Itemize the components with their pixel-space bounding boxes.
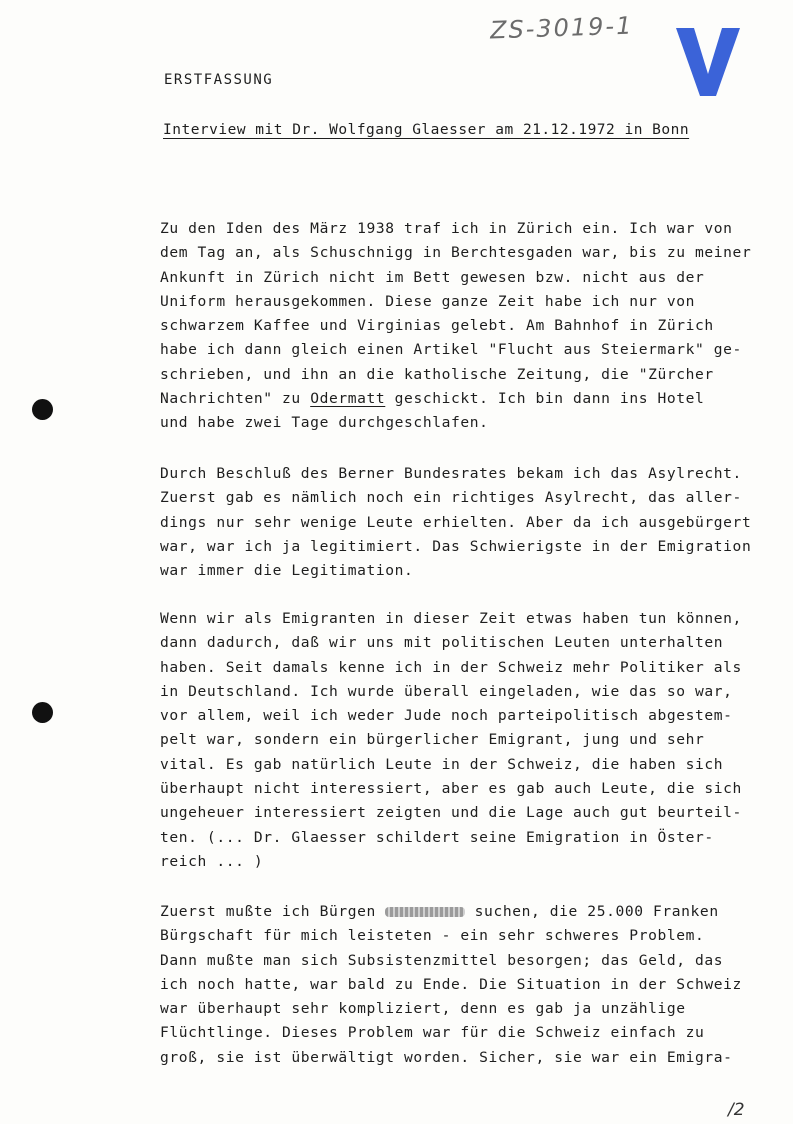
- text-line: Uniform herausgekommen. Diese ganze Zeit habe ich nur von: [160, 292, 696, 310]
- text-line: vital. Es gab natürlich Leute in der Schweiz, die haben sich: [160, 755, 724, 773]
- text-line: dings nur sehr wenige Leute erhielten. Aber da ich ausgebürgert: [160, 513, 752, 531]
- paragraph-1: [160, 217, 772, 436]
- paragraph-2: [160, 462, 772, 583]
- text-line: [160, 1070, 772, 1094]
- text-line: dem Tag an, als Schuschnigg in Berchtesgaden war, bis zu meiner: [160, 244, 752, 262]
- text-line: haben. Seit damals kenne ich in der Schweiz mehr Politiker als: [160, 658, 742, 676]
- text-line: Ankunft in Zürich nicht im Bett gewesen bzw. nicht aus der: [160, 268, 705, 286]
- text-line: war immer die Legitimation.: [160, 562, 414, 580]
- text-line: [160, 387, 772, 411]
- redaction-mark: [385, 907, 465, 917]
- text-line: habe ich dann gleich einen Artikel "Flucht aus Steiermark" ge-: [160, 341, 742, 359]
- text-line: schwarzem Kaffee und Virginias gelebt. Am Bahnhof in Zürich: [160, 317, 714, 335]
- text-line: in Deutschland. Ich wurde überall eingeladen, wie das so war,: [160, 682, 733, 700]
- blue-v-stamp: [672, 22, 744, 100]
- text-line: Flüchtlinge. Dieses Problem war für die Schweiz einfach zu: [160, 1024, 705, 1042]
- paragraph-3: [160, 607, 772, 874]
- text-fragment: geschickt. Ich bin dann ins Hotel: [385, 390, 705, 408]
- text-line: ungeheuer interessiert zeigten und die Lage auch gut beurteil-: [160, 804, 742, 822]
- text-line: war überhaupt sehr kompliziert, denn es gab ja unzählige: [160, 1000, 686, 1018]
- archive-signature-mark: ZS-3019-1: [489, 11, 634, 45]
- document-title: Interview mit Dr. Wolfgang Glaesser am 21.12.1972 in Bonn: [163, 122, 690, 138]
- text-line: und habe zwei Tage durchgeschlafen.: [160, 414, 489, 432]
- text-line: pelt war, sondern ein bürgerlicher Emigrant, jung und sehr: [160, 731, 705, 749]
- text-line: Durch Beschluß des Berner Bundesrates bekam ich das Asylrecht.: [160, 465, 742, 482]
- text-line: Zuerst gab es nämlich noch ein richtiges Asylrecht, das aller-: [160, 489, 742, 507]
- punch-hole: [32, 702, 53, 723]
- punch-hole: [32, 399, 53, 420]
- page-number: /2: [728, 1100, 745, 1120]
- text-line: Bürgschaft für mich leisteten - ein sehr schweres Problem.: [160, 927, 705, 945]
- draft-label: ERSTFASSUNG: [164, 72, 274, 88]
- text-line: Dann mußte man sich Subsistenzmittel besorgen; das Geld, das: [160, 951, 724, 969]
- text-line: groß, sie ist überwältigt worden. Sicher, sie war ein Emigra-: [160, 1048, 733, 1066]
- text-line: dann dadurch, daß wir uns mit politischen Leuten unterhalten: [160, 634, 724, 652]
- text-line: war, war ich ja legitimiert. Das Schwierigste in der Emigration: [160, 537, 752, 555]
- paragraph-4: [160, 900, 772, 1094]
- text-line: ich noch hatte, war bald zu Ende. Die Situation in der Schweiz: [160, 975, 742, 993]
- text-fragment: Nachrichten" zu: [160, 390, 311, 408]
- underlined-name: Odermatt: [310, 390, 386, 408]
- text-line: schrieben, und ihn an die katholische Zeitung, die "Zürcher: [160, 365, 714, 383]
- text-line: Wenn wir als Emigranten in dieser Zeit etwas haben tun können,: [160, 610, 742, 627]
- text-line: Zu den Iden des März 1938 traf ich in Zürich ein. Ich war von: [160, 220, 733, 237]
- text-line: [160, 900, 772, 924]
- text-line: reich ... ): [160, 852, 264, 870]
- text-fragment: Zuerst mußte ich Bürgen: [160, 903, 386, 920]
- text-line: ten. (... Dr. Glaesser schildert seine Emigration in Öster-: [160, 828, 714, 846]
- text-line: überhaupt nicht interessiert, aber es gab auch Leute, die sich: [160, 780, 742, 798]
- text-fragment: suchen, die 25.000 Franken: [465, 903, 719, 920]
- text-line: vor allem, weil ich weder Jude noch parteipolitisch abgestem-: [160, 707, 733, 725]
